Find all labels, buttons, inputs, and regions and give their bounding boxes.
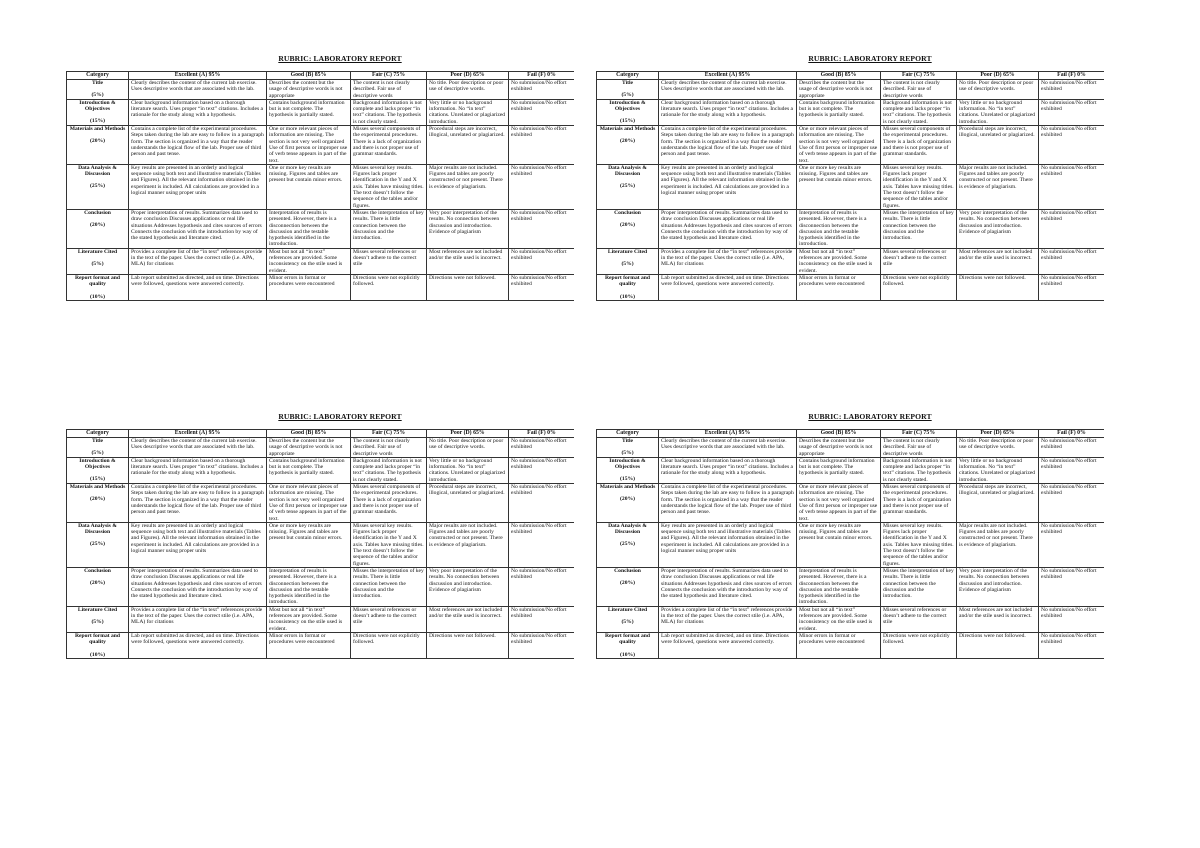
table-row [597, 274, 1105, 300]
category-name: Report format and quality [604, 274, 651, 288]
fail-cell: No submission/No effort exhibited [1039, 99, 1105, 125]
table-row [597, 80, 1105, 100]
poor-cell: Very poor interpretation of the results. No connection between discussion and introduction. Evidence of plagiarism [427, 567, 509, 606]
fair-cell: Misses several components of the experimental procedures. There is a lack of organization and there is not proper use of grammar standards. [351, 126, 427, 165]
fail-cell: No submission/No effort exhibited [509, 209, 575, 248]
fail-cell: No submission/No effort exhibited [509, 484, 575, 523]
fail-cell: No submission/No effort exhibited [509, 438, 575, 458]
good-cell: One or more key results are missing. Figures and tables are present but contain minor errors. [267, 522, 351, 567]
excellent-cell: Clear background information based on a thorough literature search. Uses proper “in text” citations. Includes a rationale for the study along with a hypothesis. [129, 457, 267, 483]
category-weight: (20%) [90, 496, 105, 503]
rubric-copy-4 [596, 412, 1104, 772]
table-row [67, 457, 575, 483]
fail-cell: No submission/No effort exhibited [509, 632, 575, 658]
category-name: Introduction & Objectives [79, 457, 116, 471]
category-weight: (5%) [621, 92, 634, 99]
fair-cell: Background information is not complete and lacks proper “in text” citations. The hypothesis is not clearly stated. [881, 457, 957, 483]
column-header: Fair (C) 75% [881, 430, 957, 438]
excellent-cell: Proper interpretation of results. Summarizes data used to draw conclusion Discusses applications or real life situations Addresses hypothesis and cites sources of errors Connects the conclusion with the introduction by way of the stated hypothesis and literature cited. [129, 209, 267, 248]
excellent-cell: Clearly describes the content of the current lab exercise. Uses descriptive words that are associated with the lab. [129, 438, 267, 458]
category-weight: (15%) [90, 118, 105, 125]
table-row [67, 274, 575, 300]
category-weight: (10%) [90, 293, 105, 300]
poor-cell: Directions were not followed. [957, 632, 1039, 658]
category-cell [597, 484, 659, 523]
category-weight: (15%) [90, 476, 105, 483]
category-name: Title [621, 438, 634, 444]
excellent-cell: Clearly describes the content of the current lab exercise. Uses descriptive words that are associated with the lab. [659, 438, 797, 458]
category-cell [67, 164, 129, 209]
category-cell [67, 484, 129, 523]
poor-cell: Major results are not included. Figures and tables are poorly constructed or not present. There is evidence of plagiarism. [427, 522, 509, 567]
good-cell: Contains background information but is not complete. The hypothesis is partially stated. [267, 99, 351, 125]
table-row [67, 484, 575, 523]
table-row [597, 632, 1105, 658]
table-row [67, 248, 575, 274]
poor-cell: Very poor interpretation of the results. No connection between discussion and introduction. Evidence of plagiarism [427, 209, 509, 248]
good-cell: One or more key results are missing. Figures and tables are present but contain minor errors. [267, 164, 351, 209]
excellent-cell: Provides a complete list of the “in text” references provide in the text of the paper. Uses the correct stile (i.e. APA, MLA) for citations [659, 606, 797, 632]
header-row [67, 430, 575, 438]
fail-cell: No submission/No effort exhibited [1039, 438, 1105, 458]
good-cell: Minor errors in format or procedures were encountered [797, 632, 881, 658]
table-row [597, 606, 1105, 632]
excellent-cell: Contains a complete list of the experimental procedures. Steps taken during the lab are easy to follow in a paragraph form. The section is organized in a way that the reader understands the logical flow of the lab. Proper use of third person and past tense. [129, 126, 267, 165]
category-weight: (25%) [90, 183, 105, 190]
fair-cell: The content is not clearly described. Fair use of descriptive words [881, 438, 957, 458]
good-cell: Describes the content but the usage of descriptive words is not appropriate [267, 438, 351, 458]
column-header: Good (B) 85% [267, 430, 351, 438]
category-name: Title [621, 80, 634, 86]
table-row [67, 632, 575, 658]
poor-cell: No title. Poor description or poor use of descriptive words. [427, 80, 509, 100]
category-name: Materials and Methods [599, 126, 656, 133]
poor-cell: Most references are not included and/or the stile used is incorrect. [427, 248, 509, 274]
category-cell [597, 522, 659, 567]
fair-cell: Misses several references or doesn’t adhere to the correct stile [351, 606, 427, 632]
fair-cell: Background information is not complete and lacks proper “in text” citations. The hypothesis is not clearly stated. [351, 99, 427, 125]
table-row [597, 248, 1105, 274]
excellent-cell: Provides a complete list of the “in text” references provide in the text of the paper. Uses the correct stile (i.e. APA, MLA) for citations [129, 248, 267, 274]
poor-cell: Major results are not included. Figures and tables are poorly constructed or not present. There is evidence of plagiarism. [957, 522, 1039, 567]
category-weight: (20%) [620, 496, 635, 503]
good-cell: Most but not all “in text” references are provided. Some inconsistency on the stile used is evident. [797, 248, 881, 274]
poor-cell: Most references are not included and/or the stile used is incorrect. [427, 606, 509, 632]
fair-cell: Misses the interpretation of key results. There is little connection between the discussion and the introduction. [881, 209, 957, 248]
rubric-table [66, 71, 574, 301]
category-weight: (5%) [91, 450, 104, 457]
fair-cell: Misses several key results. Figures lack proper identification in the Y and X axis. Tables have missing titles. The text doesn’t follow the sequence of the tables and/or figures. [881, 522, 957, 567]
column-header: Fail (F) 0% [509, 72, 575, 80]
poor-cell: Most references are not included and/or the stile used is incorrect. [957, 248, 1039, 274]
category-weight: (5%) [621, 261, 634, 268]
column-header: Excellent (A) 95% [659, 72, 797, 80]
column-header: Good (B) 85% [797, 430, 881, 438]
table-row [597, 99, 1105, 125]
fair-cell: Misses several references or doesn’t adhere to the correct stile [881, 606, 957, 632]
excellent-cell: Clear background information based on a thorough literature search. Uses proper “in text” citations. Includes a rationale for the study along with a hypothesis. [659, 457, 797, 483]
fail-cell: No submission/No effort exhibited [1039, 484, 1105, 523]
excellent-cell: Proper interpretation of results. Summarizes data used to draw conclusion Discusses applications or real life situations Addresses hypothesis and cites sources of errors Connects the conclusion with the introduction by way of the stated hypothesis and literature cited. [659, 209, 797, 248]
table-row [67, 209, 575, 248]
category-weight: (20%) [620, 580, 635, 587]
rubric-title: RUBRIC: LABORATORY REPORT [808, 412, 932, 421]
good-cell: Describes the content but the usage of descriptive words is not appropriate [267, 80, 351, 100]
fail-cell: No submission/No effort exhibited [509, 606, 575, 632]
excellent-cell: Lab report submitted as directed, and on time. Directions were followed, questions were answered correctly. [659, 274, 797, 300]
category-cell [597, 457, 659, 483]
rubric-table [596, 429, 1104, 659]
category-name: Report format and quality [604, 632, 651, 646]
category-cell [67, 606, 129, 632]
category-name: Materials and Methods [69, 126, 126, 133]
category-name: Data Analysis & Discussion [608, 164, 647, 178]
table-row [597, 164, 1105, 209]
column-header: Excellent (A) 95% [659, 430, 797, 438]
fair-cell: Directions were not explicitly followed. [351, 632, 427, 658]
fair-cell: Directions were not explicitly followed. [351, 274, 427, 300]
category-name: Literature Cited [607, 606, 648, 613]
column-header: Poor (D) 65% [957, 430, 1039, 438]
good-cell: Minor errors in format or procedures were encountered [267, 274, 351, 300]
category-weight: (5%) [621, 619, 634, 626]
fail-cell: No submission/No effort exhibited [509, 99, 575, 125]
category-weight: (10%) [620, 651, 635, 658]
category-weight: (15%) [620, 476, 635, 483]
good-cell: Interpretation of results is presented. However, there is a disconnection between the discussion and the testable hypothesis identified in the introduction. [267, 209, 351, 248]
poor-cell: Directions were not followed. [427, 274, 509, 300]
category-weight: (15%) [620, 118, 635, 125]
fail-cell: No submission/No effort exhibited [509, 126, 575, 165]
table-row [67, 567, 575, 606]
column-header: Poor (D) 65% [427, 430, 509, 438]
column-header: Fair (C) 75% [881, 72, 957, 80]
fail-cell: No submission/No effort exhibited [1039, 606, 1105, 632]
excellent-cell: Key results are presented in an orderly and logical sequence using both text and illustrative materials (Tables and Figures). All the relevant information obtained in the experiment is included. All calculations are provided in a logical manner using proper units [659, 164, 797, 209]
category-cell [67, 99, 129, 125]
poor-cell: Very little or no background information. No “in text” citations. Unrelated or plagiarized introduction. [957, 99, 1039, 125]
category-cell [597, 80, 659, 100]
excellent-cell: Contains a complete list of the experimental procedures. Steps taken during the lab are easy to follow in a paragraph form. The section is organized in a way that the reader understands the logical flow of the lab. Proper use of third person and past tense. [659, 126, 797, 165]
good-cell: Describes the content but the usage of descriptive words is not appropriate [797, 438, 881, 458]
fail-cell: No submission/No effort exhibited [1039, 209, 1105, 248]
column-header: Fair (C) 75% [351, 430, 427, 438]
poor-cell: Directions were not followed. [427, 632, 509, 658]
category-cell [597, 248, 659, 274]
category-weight: (5%) [91, 619, 104, 626]
category-weight: (5%) [621, 450, 634, 457]
category-cell [597, 99, 659, 125]
category-weight: (10%) [90, 651, 105, 658]
category-cell [67, 438, 129, 458]
fair-cell: Misses the interpretation of key results. There is little connection between the discussion and the introduction. [351, 567, 427, 606]
column-header: Category [67, 72, 129, 80]
fair-cell: Misses the interpretation of key results. There is little connection between the discussion and the introduction. [881, 567, 957, 606]
good-cell: Interpretation of results is presented. However, there is a disconnection between the discussion and the testable hypothesis identified in the introduction. [797, 209, 881, 248]
category-cell [597, 126, 659, 165]
category-weight: (20%) [90, 580, 105, 587]
fail-cell: No submission/No effort exhibited [509, 522, 575, 567]
table-row [67, 126, 575, 165]
category-weight: (10%) [620, 293, 635, 300]
excellent-cell: Proper interpretation of results. Summarizes data used to draw conclusion Discusses applications or real life situations Addresses hypothesis and cites sources of errors Connects the conclusion with the introduction by way of the stated hypothesis and literature cited. [129, 567, 267, 606]
poor-cell: Very little or no background information. No “in text” citations. Unrelated or plagiarized introduction. [427, 99, 509, 125]
good-cell: One or more key results are missing. Figures and tables are present but contain minor errors. [797, 522, 881, 567]
category-name: Title [91, 438, 104, 444]
poor-cell: Procedural steps are incorrect, illogical, unrelated or plagiarized. [957, 126, 1039, 165]
good-cell: Contains background information but is not complete. The hypothesis is partially stated. [797, 457, 881, 483]
fail-cell: No submission/No effort exhibited [1039, 567, 1105, 606]
category-weight: (25%) [620, 541, 635, 548]
excellent-cell: Clearly describes the content of the current lab exercise. Uses descriptive words that are associated with the lab. [129, 80, 267, 100]
header-row [597, 430, 1105, 438]
excellent-cell: Key results are presented in an orderly and logical sequence using both text and illustrative materials (Tables and Figures). All the relevant information obtained in the experiment is included. All calculations are provided in a logical manner using proper units [129, 522, 267, 567]
fair-cell: The content is not clearly described. Fair use of descriptive words [351, 80, 427, 100]
fair-cell: Background information is not complete and lacks proper “in text” citations. The hypothesis is not clearly stated. [351, 457, 427, 483]
fair-cell: Misses several key results. Figures lack proper identification in the Y and X axis. Tables have missing titles. The text doesn’t follow the sequence of the tables and/or figures. [881, 164, 957, 209]
fair-cell: Misses several key results. Figures lack proper identification in the Y and X axis. Tables have missing titles. The text doesn’t follow the sequence of the tables and/or figures. [351, 522, 427, 567]
category-name: Introduction & Objectives [609, 457, 646, 471]
fair-cell: Misses several key results. Figures lack proper identification in the Y and X axis. Tables have missing titles. The text doesn’t follow the sequence of the tables and/or figures. [351, 164, 427, 209]
good-cell: Contains background information but is not complete. The hypothesis is partially stated. [797, 99, 881, 125]
fair-cell: Background information is not complete and lacks proper “in text” citations. The hypothesis is not clearly stated. [881, 99, 957, 125]
poor-cell: Major results are not included. Figures and tables are poorly constructed or not present. There is evidence of plagiarism. [427, 164, 509, 209]
category-cell [67, 274, 129, 300]
good-cell: Minor errors in format or procedures were encountered [267, 632, 351, 658]
category-weight: (25%) [620, 183, 635, 190]
poor-cell: Very little or no background information. No “in text” citations. Unrelated or plagiarized introduction. [957, 457, 1039, 483]
good-cell: Most but not all “in text” references are provided. Some inconsistency on the stile used is evident. [797, 606, 881, 632]
poor-cell: No title. Poor description or poor use of descriptive words. [957, 80, 1039, 100]
fair-cell: Misses several references or doesn’t adhere to the correct stile [351, 248, 427, 274]
category-name: Report format and quality [74, 632, 121, 646]
excellent-cell: Proper interpretation of results. Summarizes data used to draw conclusion Discusses applications or real life situations Addresses hypothesis and cites sources of errors Connects the conclusion with the introduction by way of the stated hypothesis and literature cited. [659, 567, 797, 606]
good-cell: Describes the content but the usage of descriptive words is not appropriate [797, 80, 881, 100]
fail-cell: No submission/No effort exhibited [1039, 126, 1105, 165]
category-name: Conclusion [614, 567, 641, 574]
category-weight: (5%) [91, 261, 104, 268]
excellent-cell: Clear background information based on a thorough literature search. Uses proper “in text” citations. Includes a rationale for the study along with a hypothesis. [659, 99, 797, 125]
good-cell: One or more relevant pieces of information are missing. The section is not very well organized Use of first person or improper use of verb tense appears in part of the text. [797, 484, 881, 523]
poor-cell: Major results are not included. Figures and tables are poorly constructed or not present. There is evidence of plagiarism. [957, 164, 1039, 209]
fair-cell: Misses several components of the experimental procedures. There is a lack of organization and there is not proper use of grammar standards. [881, 126, 957, 165]
category-cell [597, 438, 659, 458]
category-cell [597, 164, 659, 209]
category-weight: (5%) [91, 92, 104, 99]
column-header: Category [597, 430, 659, 438]
category-cell [597, 632, 659, 658]
column-header: Fair (C) 75% [351, 72, 427, 80]
category-cell [67, 567, 129, 606]
table-row [67, 80, 575, 100]
column-header: Poor (D) 65% [957, 72, 1039, 80]
fair-cell: Misses several references or doesn’t adhere to the correct stile [881, 248, 957, 274]
column-header: Good (B) 85% [797, 72, 881, 80]
poor-cell: Procedural steps are incorrect, illogical, unrelated or plagiarized. [427, 126, 509, 165]
excellent-cell: Contains a complete list of the experimental procedures. Steps taken during the lab are easy to follow in a paragraph form. The section is organized in a way that the reader understands the logical flow of the lab. Proper use of third person and past tense. [129, 484, 267, 523]
rubric-copy-1 [66, 54, 574, 414]
poor-cell: Directions were not followed. [957, 274, 1039, 300]
table-row [597, 438, 1105, 458]
rubric-title: RUBRIC: LABORATORY REPORT [808, 54, 932, 63]
category-cell [67, 457, 129, 483]
good-cell: Most but not all “in text” references are provided. Some inconsistency on the stile used is evident. [267, 606, 351, 632]
table-row [597, 457, 1105, 483]
column-header: Poor (D) 65% [427, 72, 509, 80]
excellent-cell: Provides a complete list of the “in text” references provide in the text of the paper. Uses the correct stile (i.e. APA, MLA) for citations [129, 606, 267, 632]
category-cell [67, 522, 129, 567]
rubric-title: RUBRIC: LABORATORY REPORT [278, 412, 402, 421]
column-header: Category [597, 72, 659, 80]
poor-cell: No title. Poor description or poor use of descriptive words. [957, 438, 1039, 458]
fair-cell: Directions were not explicitly followed. [881, 632, 957, 658]
category-cell [67, 80, 129, 100]
category-cell [597, 274, 659, 300]
header-row [597, 72, 1105, 80]
fail-cell: No submission/No effort exhibited [509, 248, 575, 274]
good-cell: Interpretation of results is presented. However, there is a disconnection between the discussion and the testable hypothesis identified in the introduction. [267, 567, 351, 606]
column-header: Fail (F) 0% [1039, 430, 1105, 438]
category-weight: (20%) [620, 138, 635, 145]
category-cell [67, 248, 129, 274]
good-cell: One or more key results are missing. Figures and tables are present but contain minor errors. [797, 164, 881, 209]
excellent-cell: Lab report submitted as directed, and on time. Directions were followed, questions were answered correctly. [129, 632, 267, 658]
category-name: Conclusion [84, 567, 111, 574]
table-row [67, 522, 575, 567]
rubric-title: RUBRIC: LABORATORY REPORT [278, 54, 402, 63]
poor-cell: Very poor interpretation of the results. No connection between discussion and introduction. Evidence of plagiarism [957, 209, 1039, 248]
excellent-cell: Key results are presented in an orderly and logical sequence using both text and illustrative materials (Tables and Figures). All the relevant information obtained in the experiment is included. All calculations are provided in a logical manner using proper units [659, 522, 797, 567]
category-cell [67, 632, 129, 658]
fail-cell: No submission/No effort exhibited [509, 80, 575, 100]
fail-cell: No submission/No effort exhibited [509, 274, 575, 300]
fair-cell: The content is not clearly described. Fair use of descriptive words [351, 438, 427, 458]
category-name: Literature Cited [77, 248, 118, 255]
category-name: Title [91, 80, 104, 86]
good-cell: Minor errors in format or procedures were encountered [797, 274, 881, 300]
fair-cell: The content is not clearly described. Fair use of descriptive words [881, 80, 957, 100]
category-cell [67, 209, 129, 248]
column-header: Excellent (A) 95% [129, 430, 267, 438]
poor-cell: Most references are not included and/or the stile used is incorrect. [957, 606, 1039, 632]
column-header: Good (B) 85% [267, 72, 351, 80]
poor-cell: Procedural steps are incorrect, illogical, unrelated or plagiarized. [427, 484, 509, 523]
category-name: Materials and Methods [69, 484, 126, 491]
excellent-cell: Provides a complete list of the “in text” references provide in the text of the paper. Uses the correct stile (i.e. APA, MLA) for citations [659, 248, 797, 274]
category-name: Data Analysis & Discussion [608, 522, 647, 536]
good-cell: One or more relevant pieces of information are missing. The section is not very well organized Use of first person or improper use of verb tense appears in part of the text. [267, 126, 351, 165]
good-cell: One or more relevant pieces of information are missing. The section is not very well organized Use of first person or improper use of verb tense appears in part of the text. [797, 126, 881, 165]
category-cell [597, 209, 659, 248]
category-cell [597, 606, 659, 632]
fail-cell: No submission/No effort exhibited [509, 164, 575, 209]
fail-cell: No submission/No effort exhibited [1039, 274, 1105, 300]
table-row [597, 522, 1105, 567]
table-row [67, 438, 575, 458]
excellent-cell: Lab report submitted as directed, and on time. Directions were followed, questions were answered correctly. [129, 274, 267, 300]
category-weight: (20%) [620, 222, 635, 229]
good-cell: Interpretation of results is presented. However, there is a disconnection between the discussion and the testable hypothesis identified in the introduction. [797, 567, 881, 606]
excellent-cell: Key results are presented in an orderly and logical sequence using both text and illustrative materials (Tables and Figures). All the relevant information obtained in the experiment is included. All calculations are provided in a logical manner using proper units [129, 164, 267, 209]
table-row [597, 209, 1105, 248]
category-name: Data Analysis & Discussion [78, 164, 117, 178]
category-name: Materials and Methods [599, 484, 656, 491]
fail-cell: No submission/No effort exhibited [1039, 522, 1105, 567]
rubric-copy-3 [66, 412, 574, 772]
category-name: Data Analysis & Discussion [78, 522, 117, 536]
excellent-cell: Clearly describes the content of the current lab exercise. Uses descriptive words that are associated with the lab. [659, 80, 797, 100]
rubric-table [596, 71, 1104, 301]
header-row [67, 72, 575, 80]
category-name: Literature Cited [607, 248, 648, 255]
poor-cell: Procedural steps are incorrect, illogical, unrelated or plagiarized. [957, 484, 1039, 523]
excellent-cell: Contains a complete list of the experimental procedures. Steps taken during the lab are easy to follow in a paragraph form. The section is organized in a way that the reader understands the logical flow of the lab. Proper use of third person and past tense. [659, 484, 797, 523]
table-row [597, 126, 1105, 165]
category-weight: (20%) [90, 138, 105, 145]
category-weight: (25%) [90, 541, 105, 548]
column-header: Excellent (A) 95% [129, 72, 267, 80]
category-cell [597, 567, 659, 606]
fail-cell: No submission/No effort exhibited [1039, 457, 1105, 483]
table-row [597, 484, 1105, 523]
fail-cell: No submission/No effort exhibited [1039, 248, 1105, 274]
good-cell: One or more relevant pieces of information are missing. The section is not very well organized Use of first person or improper use of verb tense appears in part of the text. [267, 484, 351, 523]
category-weight: (20%) [90, 222, 105, 229]
table-row [67, 606, 575, 632]
fair-cell: Directions were not explicitly followed. [881, 274, 957, 300]
column-header: Fail (F) 0% [1039, 72, 1105, 80]
category-name: Conclusion [84, 209, 111, 216]
table-row [597, 567, 1105, 606]
rubric-copy-2 [596, 54, 1104, 414]
fair-cell: Misses the interpretation of key results. There is little connection between the discussion and the introduction. [351, 209, 427, 248]
fail-cell: No submission/No effort exhibited [509, 457, 575, 483]
poor-cell: Very little or no background information. No “in text” citations. Unrelated or plagiarized introduction. [427, 457, 509, 483]
rubric-table [66, 429, 574, 659]
category-name: Introduction & Objectives [609, 99, 646, 113]
fail-cell: No submission/No effort exhibited [509, 567, 575, 606]
category-name: Introduction & Objectives [79, 99, 116, 113]
good-cell: Contains background information but is not complete. The hypothesis is partially stated. [267, 457, 351, 483]
good-cell: Most but not all “in text” references are provided. Some inconsistency on the stile used is evident. [267, 248, 351, 274]
fail-cell: No submission/No effort exhibited [1039, 80, 1105, 100]
fail-cell: No submission/No effort exhibited [1039, 164, 1105, 209]
category-cell [67, 126, 129, 165]
poor-cell: No title. Poor description or poor use of descriptive words. [427, 438, 509, 458]
column-header: Fail (F) 0% [509, 430, 575, 438]
category-name: Conclusion [614, 209, 641, 216]
fair-cell: Misses several components of the experimental procedures. There is a lack of organization and there is not proper use of grammar standards. [351, 484, 427, 523]
column-header: Category [67, 430, 129, 438]
category-name: Literature Cited [77, 606, 118, 613]
table-row [67, 99, 575, 125]
fail-cell: No submission/No effort exhibited [1039, 632, 1105, 658]
category-name: Report format and quality [74, 274, 121, 288]
excellent-cell: Clear background information based on a thorough literature search. Uses proper “in text” citations. Includes a rationale for the study along with a hypothesis. [129, 99, 267, 125]
poor-cell: Very poor interpretation of the results. No connection between discussion and introduction. Evidence of plagiarism [957, 567, 1039, 606]
excellent-cell: Lab report submitted as directed, and on time. Directions were followed, questions were answered correctly. [659, 632, 797, 658]
fair-cell: Misses several components of the experimental procedures. There is a lack of organization and there is not proper use of grammar standards. [881, 484, 957, 523]
table-row [67, 164, 575, 209]
